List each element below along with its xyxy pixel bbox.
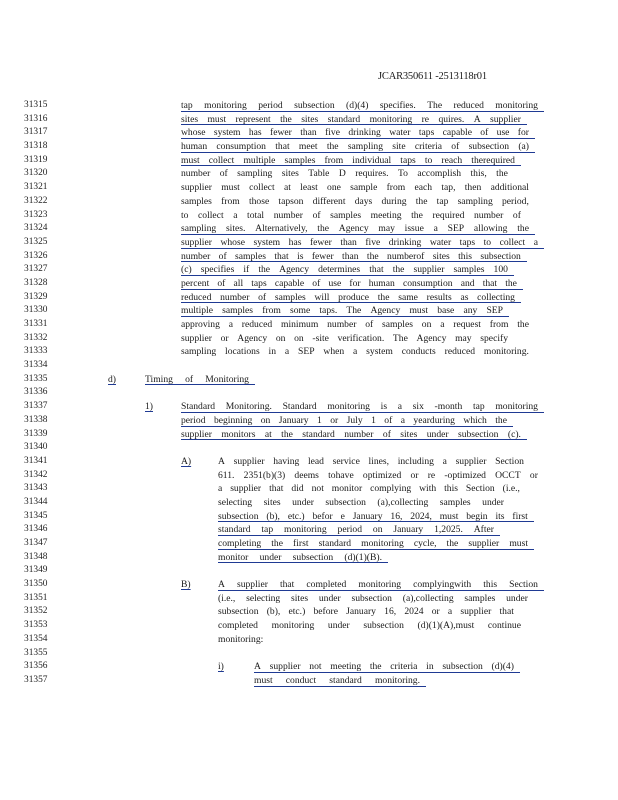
line-text: selecting sites under subsection (a),collecting samples under [218,496,504,508]
line-text: reduced number of samples will produce the same results as collecting [181,291,515,303]
line-text: completing the first standard monitoring cycle, the supplier must [218,538,528,549]
line-number: 31354 [24,633,48,644]
line-number: 31346 [24,524,48,535]
line-text: A supplier not meeting the criteria in subsection (d)(4) [254,661,514,673]
line-number: 31336 [24,387,48,398]
line-text: sampling locations in a SEP when a system conducts reduced monitoring. [181,346,529,358]
document-line [0,126,618,140]
line-number: 31343 [24,483,48,494]
line-number: 31340 [24,442,48,453]
line-number: 31324 [24,223,48,234]
document-line [0,400,618,414]
document-line [0,359,618,373]
line-text: monitoring: [218,633,264,645]
line-text: A supplier having lead service lines, including a supplier Section [218,455,524,467]
document-line [0,469,618,483]
line-text: human consumption that meet the sampling site criteria of subsection (a) [181,141,529,153]
document-line [0,304,618,318]
document-line [0,537,618,551]
line-number: 31356 [24,661,48,672]
document-line [0,523,618,537]
line-number: 31351 [24,592,48,603]
line-number: 31316 [24,113,48,124]
line-text: sites must represent the sites standard monitoring re quires. A supplier [181,113,521,125]
document-line [0,140,618,154]
line-text: Timing of Monitoring [145,373,249,385]
document-line [0,318,618,332]
line-number: 31326 [24,250,48,261]
line-text: completed monitoring under subsection (d)(1)(A),must continue [218,620,521,632]
line-text: subsection (b), etc.) befor e January 16, 2024, must begin its first [218,510,528,522]
document-line [0,578,618,592]
line-text: sampling sites. Alternatively, the Agency may issue a SEP allowing the [181,223,529,235]
document-line [0,633,618,647]
document-line [0,113,618,127]
document-line [0,482,618,496]
line-text: to collect a total number of samples meeting the required number of [181,209,521,221]
document-line [0,496,618,510]
document-line [0,236,618,250]
document-line [0,510,618,524]
line-text: supplier monitors at the standard number of sites under subsection (c). [181,428,521,440]
document-line [0,592,618,606]
line-text: approving a reduced minimum number of samples on a request from the [181,319,529,330]
line-number: 31347 [24,538,48,548]
document-line [0,291,618,305]
line-text: percent of all taps capable of use for human consumption and that the [181,277,517,289]
line-text: supplier whose system has fewer than five drinking water taps to collect a [181,236,538,248]
line-number: 31338 [24,414,48,425]
line-text: (i.e., selecting sites under subsection (a),collecting samples under [218,592,528,604]
document-line [0,332,618,346]
line-text: 611. 2351(b)(3) deems tohave optimized or re -optimized OCCT or [218,469,538,481]
line-number: 31331 [24,319,48,329]
line-number: 31345 [24,510,48,521]
line-number: 31332 [24,332,48,343]
line-number: 31328 [24,277,48,288]
document-line [0,564,618,578]
line-number: 31349 [24,565,48,576]
document-line [0,551,618,565]
document-line [0,345,618,359]
line-number: 31322 [24,195,48,206]
document-line [0,660,618,674]
document-line [0,619,618,633]
line-number: 31317 [24,127,48,138]
line-number: 31320 [24,168,48,179]
line-number: 31352 [24,606,48,617]
line-text: number of samples that is fewer than the numberof sites this subsection [181,250,521,262]
line-number: 31329 [24,291,48,302]
document-id-header: JCAR350611 -2513118r01 [378,71,487,82]
line-text: number of sampling sites Table D requires. To accomplish this, the [181,168,508,180]
document-line [0,647,618,661]
document-line [0,167,618,181]
line-number: 31325 [24,236,48,247]
document-line [0,263,618,277]
numbered-lines [0,99,618,688]
line-text: supplier must collect at least one sample from each tap, then additional [181,182,529,194]
line-number: 31353 [24,620,48,631]
line-text: period beginning on January 1 or July 1 of a yearduring which the [181,414,507,426]
line-number: 31339 [24,428,48,439]
line-number: 31348 [24,551,48,562]
line-number: 31341 [24,455,48,466]
subsection-label: d) [108,373,116,385]
line-text: subsection (b), etc.) before January 16, 2024 or a supplier that [218,606,514,618]
line-number: 31342 [24,469,48,480]
line-number: 31315 [24,100,48,110]
subsection-label: i) [218,661,224,673]
line-number: 31337 [24,401,48,412]
line-number: 31319 [24,154,48,165]
line-text: A supplier that completed monitoring complyingwith this Section [218,579,538,591]
line-text: must conduct standard monitoring. [254,674,420,686]
document-line [0,195,618,209]
line-number: 31335 [24,373,48,384]
document-line [0,181,618,195]
document-line [0,674,618,688]
subsection-label: A) [181,455,192,467]
line-number: 31318 [24,141,48,152]
line-number: 31357 [24,674,48,685]
document-line [0,209,618,223]
subsection-label: B) [181,579,191,591]
document-line [0,222,618,236]
line-text: a supplier that did not monitor complying with this Section (i.e., [218,483,520,495]
document-line [0,605,618,619]
document-line [0,428,618,442]
line-number: 31344 [24,496,48,507]
line-number: 31323 [24,209,48,220]
line-number: 31333 [24,346,48,357]
line-number: 31355 [24,647,48,658]
line-number: 31321 [24,182,48,193]
line-number: 31334 [24,360,48,371]
line-text: (c) specifies if the Agency determines that the supplier samples 100 [181,264,508,276]
line-text: multiple samples from some taps. The Agency must base any SEP [181,305,503,317]
line-number: 31330 [24,305,48,316]
line-text: standard tap monitoring period on January 1,2025. After [218,524,494,536]
line-text: whose system has fewer than five drinking water taps capable of use for [181,127,529,139]
document-line [0,414,618,428]
document-line [0,277,618,291]
document-line [0,386,618,400]
subsection-label: 1) [145,401,153,413]
document-line [0,441,618,455]
line-text: samples from those tapson different days during the tap sampling period, [181,195,529,207]
line-text: Standard Monitoring. Standard monitoring is a six -month tap monitoring [181,401,538,413]
line-text: supplier or Agency on on -site verification. The Agency may specify [181,332,508,344]
document-line [0,99,618,113]
document-line [0,455,618,469]
line-number: 31350 [24,579,48,590]
line-text: monitor under subsection (d)(1)(B). [218,551,382,563]
line-text: must collect multiple samples from individual taps to reach therequired [181,154,515,166]
line-text: tap monitoring period subsection (d)(4) specifies. The reduced monitoring [181,100,538,111]
line-number: 31327 [24,264,48,275]
document-line [0,154,618,168]
document-line [0,250,618,264]
document-line [0,373,618,387]
